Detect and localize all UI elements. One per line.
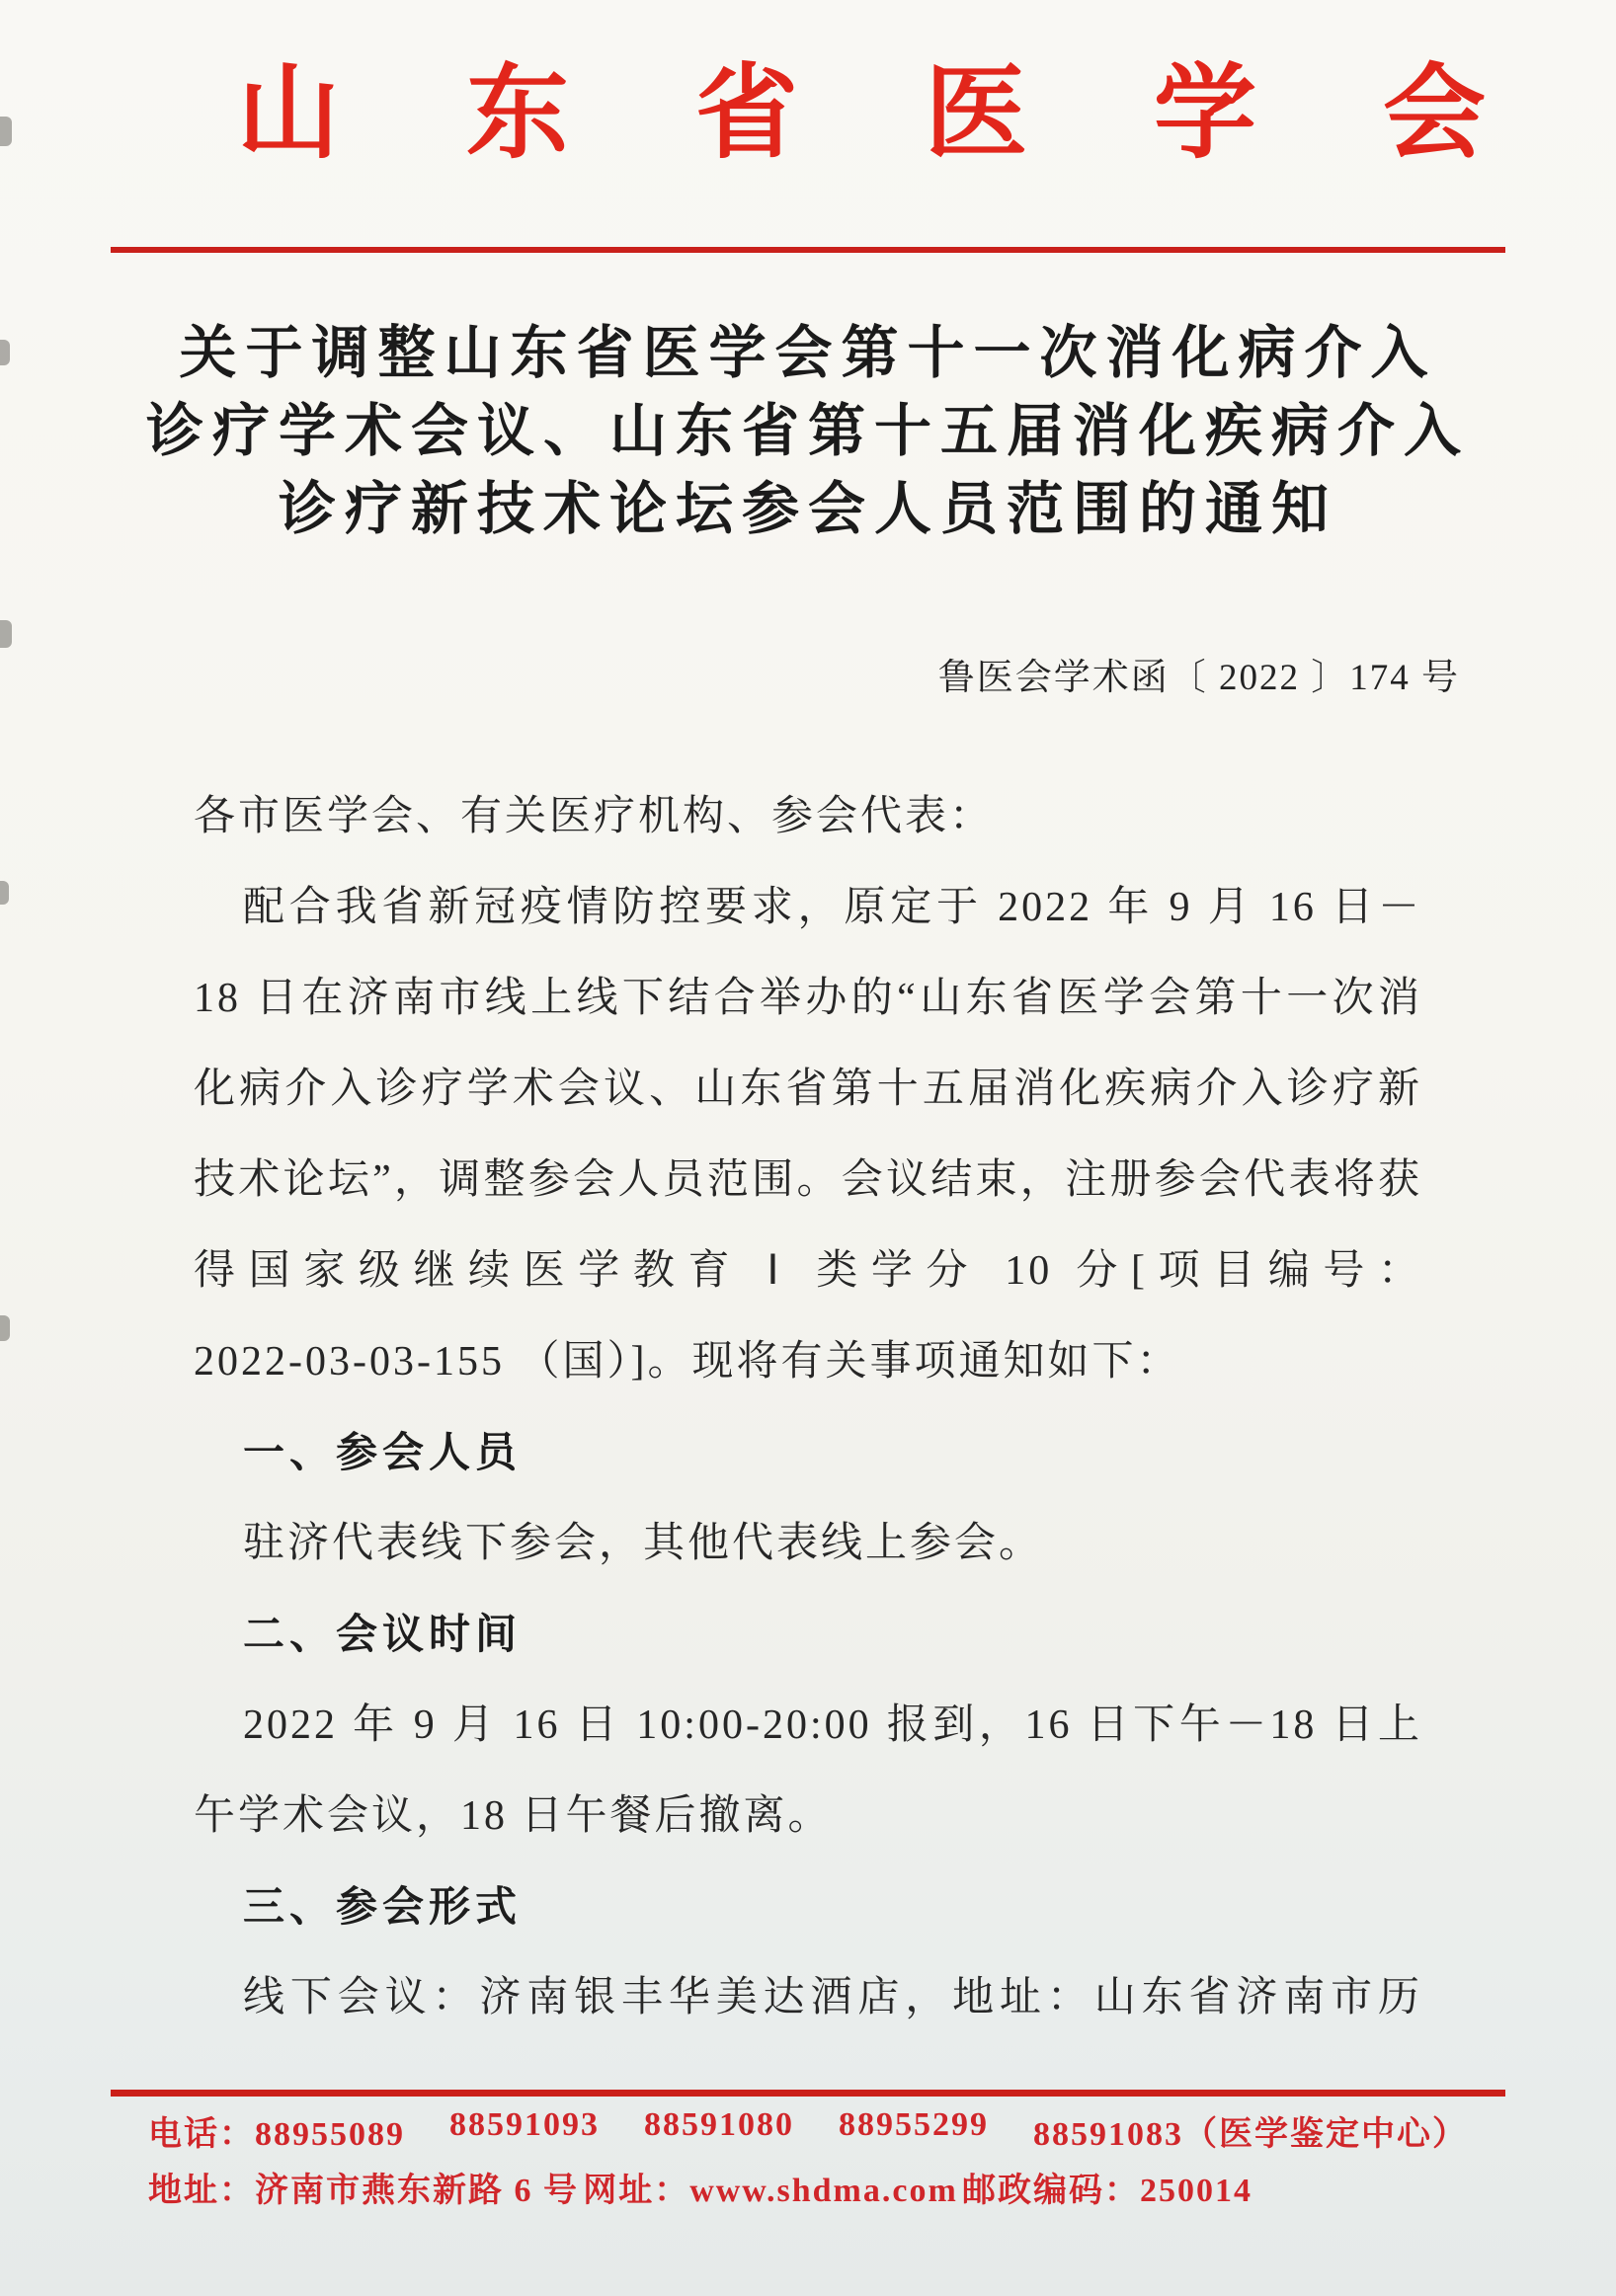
document-body [194, 771, 1422, 2043]
paragraph-line: 2022-03-03-155 （国）]。现将有关事项通知如下： [194, 1339, 1181, 1385]
section-1-heading: 一、参会人员 [243, 1429, 523, 1475]
document-title [99, 314, 1517, 548]
footer-postcode-item [962, 2163, 1252, 2211]
scan-artifact [0, 1315, 10, 1341]
section-2-line: 午学术会议，18 日午餐后撤离。 [194, 1793, 833, 1839]
phone-number: 88591093 [449, 2106, 600, 2143]
paragraph-line: 技术论坛”，调整参会人员范围。会议结束，注册参会代表将获 [194, 1157, 1422, 1203]
section-1-line: 驻济代表线下参会，其他代表线上参会。 [243, 1521, 1044, 1566]
document-title-line-1: 关于调整山东省医学会第十一次消化病介入 [179, 321, 1437, 385]
section-2-heading: 二、会议时间 [243, 1611, 523, 1657]
website-value: www.shdma.com [689, 2173, 958, 2209]
footer-address-item [148, 2163, 579, 2211]
scan-artifact [0, 881, 9, 905]
paragraph-line: 配合我省新冠疫情防控要求，原定于 2022 年 9 月 16 日－ [243, 885, 1422, 930]
footer-divider-line [111, 2090, 1505, 2097]
address-label: 地址： [148, 2173, 255, 2209]
postcode-value: 250014 [1139, 2173, 1252, 2209]
scan-artifact [0, 620, 12, 648]
section-3-heading: 三、参会形式 [243, 1883, 523, 1930]
section-2-line: 2022 年 9 月 16 日 10:00-20:00 报到，16 日下午－18 日上 [243, 1702, 1422, 1748]
header-divider-line [111, 247, 1505, 253]
section-3-line: 线下会议：济南银丰华美达酒店，地址：山东省济南市历 [243, 1975, 1422, 2020]
document-number: 鲁医会学术函〔 2022 〕174 号 [937, 658, 1460, 698]
phone-label: 电话： [148, 2116, 255, 2153]
phone-number: 88591080 [644, 2106, 794, 2143]
footer-website-item [583, 2163, 958, 2211]
paragraph-line: 化病介入诊疗学术会议、山东省第十五届消化疾病介入诊疗新 [194, 1067, 1422, 1112]
phone-number: 88955089 [255, 2116, 405, 2153]
paragraph-line: 18 日在济南市线上线下结合举办的“山东省医学会第十一次消 [194, 976, 1422, 1021]
phone-number: 88591083（医学鉴定中心） [1033, 2116, 1468, 2153]
letterhead-org-name: 山东省医学会 [237, 57, 1613, 171]
document-title-line-2: 诊疗学术会议、山东省第十五届消化疾病介入 [145, 399, 1470, 463]
scan-artifact [0, 340, 10, 365]
address-value: 济南市燕东新路 6 号 [255, 2173, 579, 2209]
salutation-line: 各市医学会、有关医疗机构、参会代表： [194, 794, 995, 839]
postcode-label: 邮政编码： [961, 2173, 1140, 2209]
footer-phone-row [148, 2106, 1468, 2155]
phone-number: 88955299 [839, 2106, 989, 2143]
website-label: 网址： [583, 2173, 690, 2209]
scan-artifact [0, 117, 12, 146]
paragraph-line: 得国家级继续医学教育 Ⅰ 类学分 10 分[项目编号： [194, 1248, 1422, 1294]
letterhead-footer [111, 2090, 1505, 2211]
footer-phone-item [148, 2106, 405, 2155]
document-title-line-3: 诊疗新技术论坛参会人员范围的通知 [278, 477, 1337, 541]
footer-address-row [148, 2163, 1252, 2211]
